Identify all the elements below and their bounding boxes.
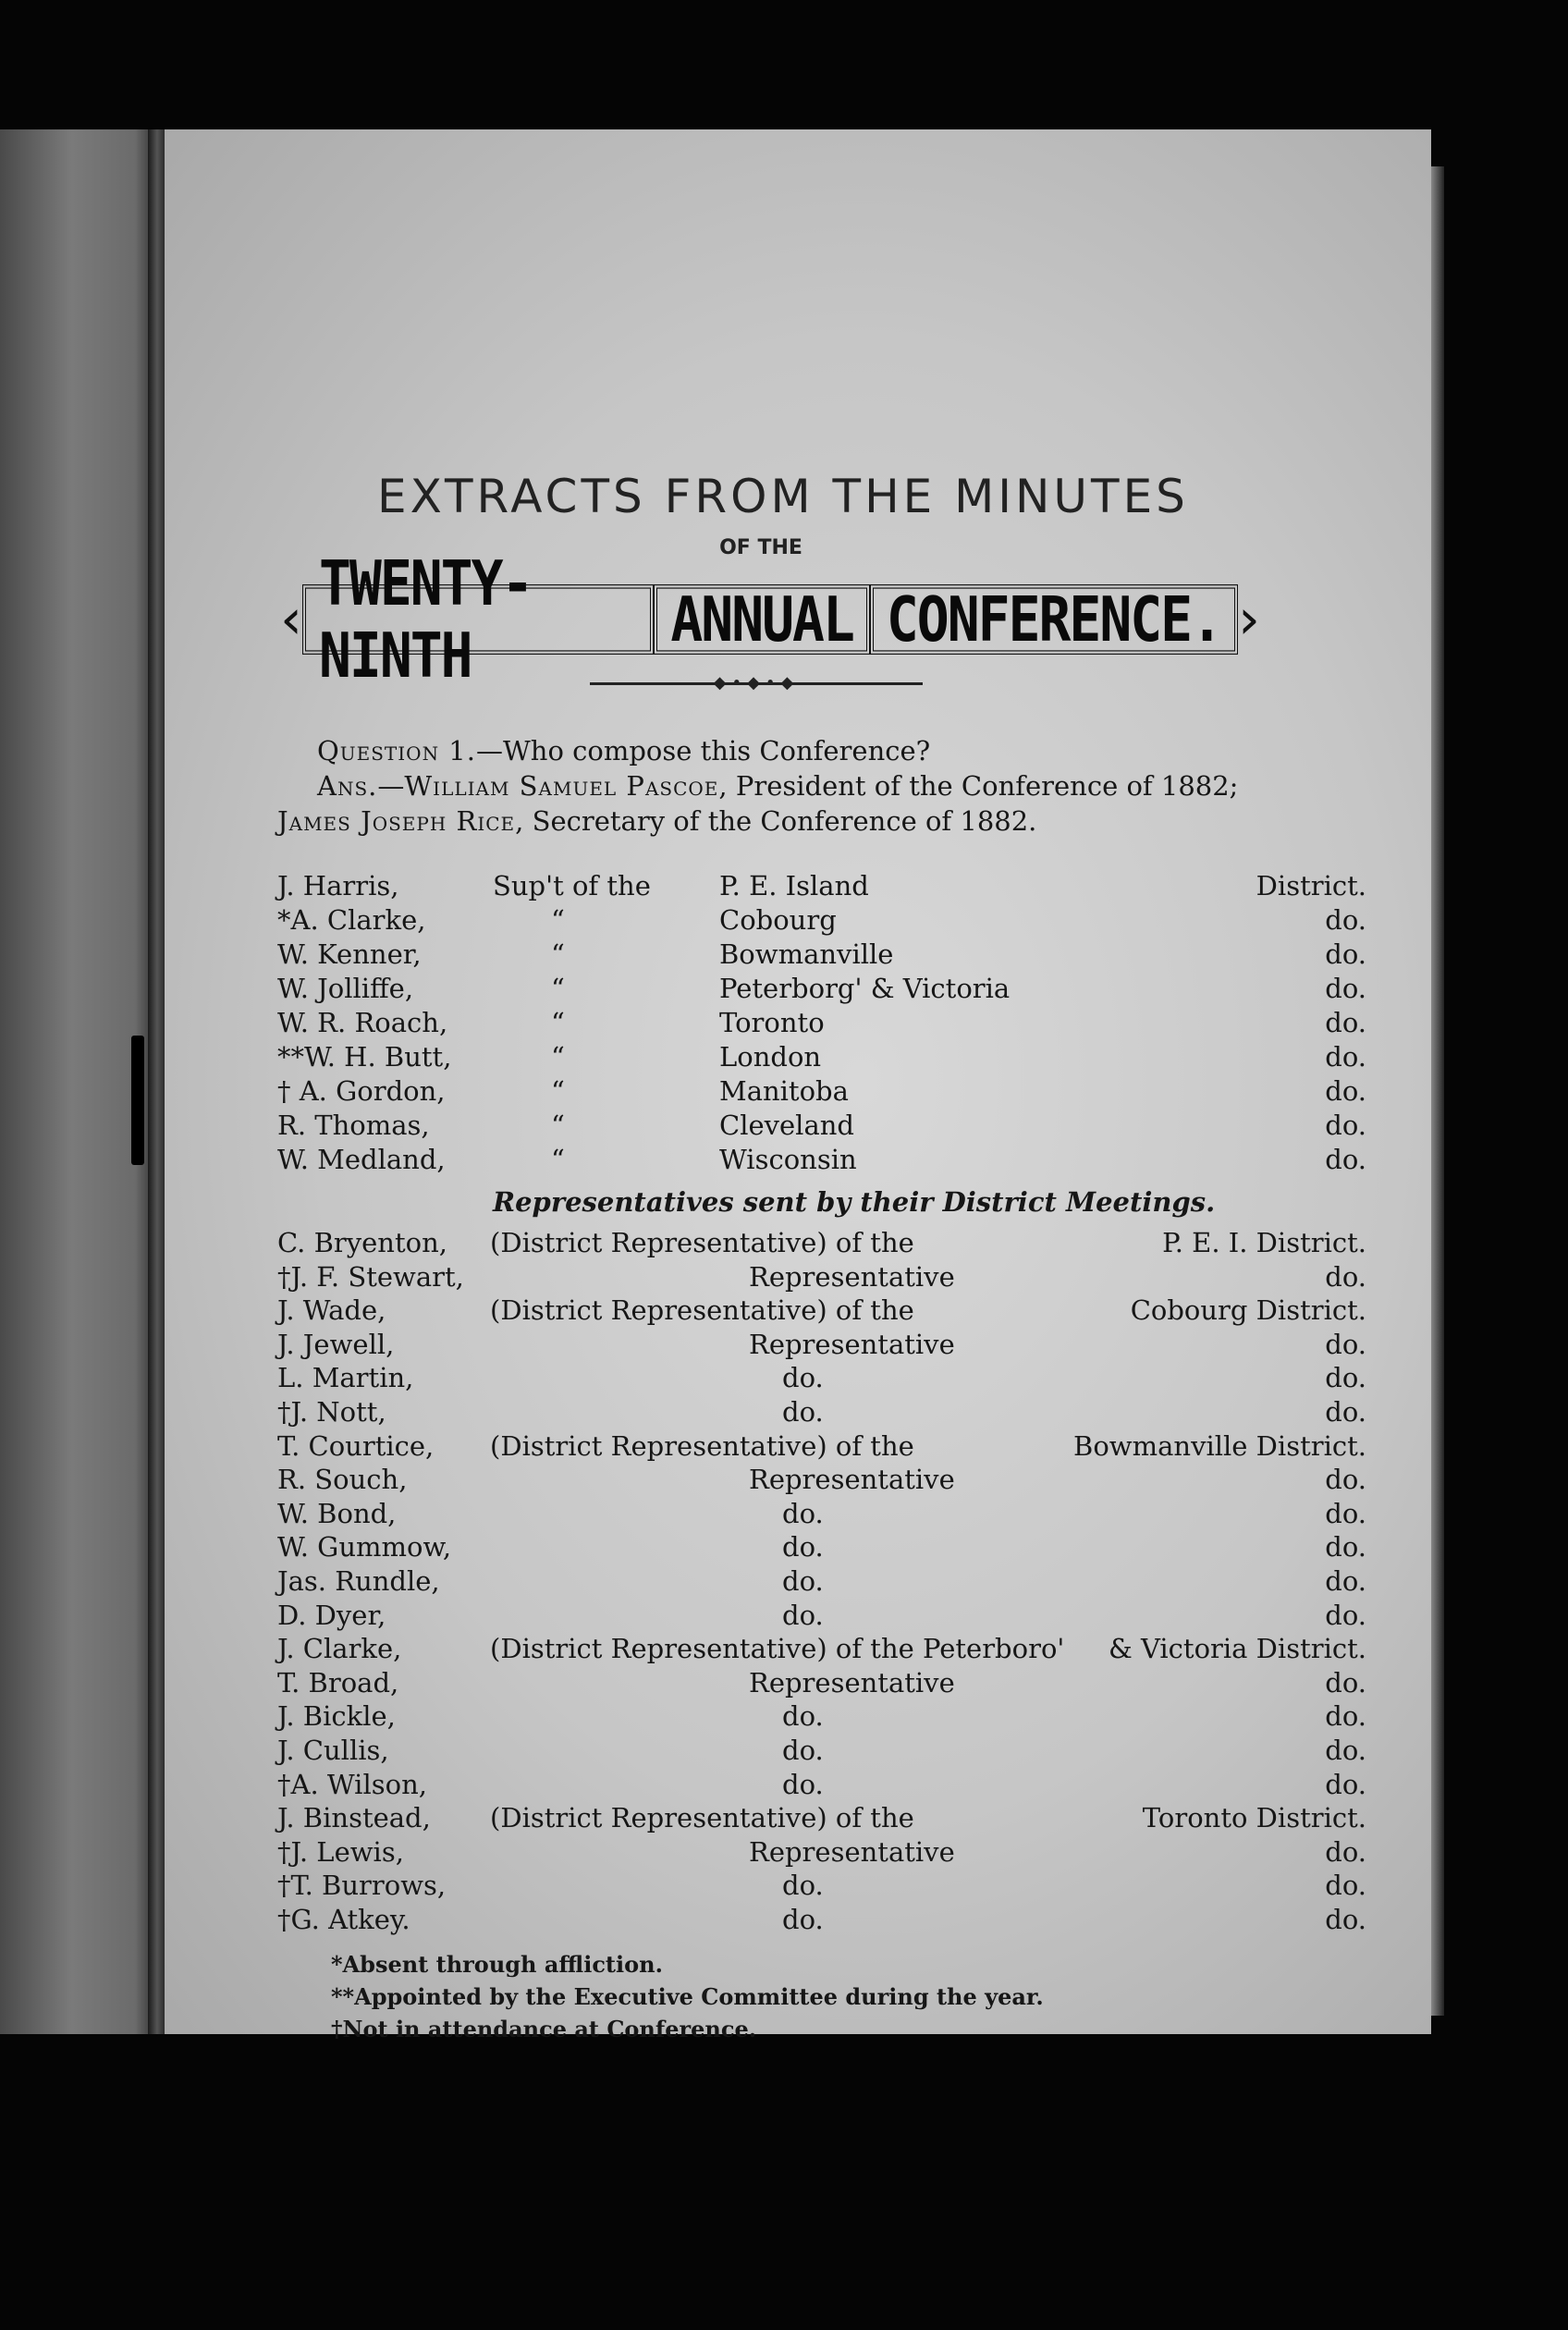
representative-row (165, 1768, 1431, 1801)
superintendent-title: “ (551, 904, 565, 936)
representative-role: (District Representative) of the (490, 1429, 914, 1462)
superintendent-row (165, 1074, 1431, 1108)
district-place: P. E. Island (719, 870, 869, 901)
representative-district: do. (1325, 1904, 1366, 1935)
district-label: do. (1325, 1075, 1366, 1107)
representative-name: T. Broad, (277, 1666, 399, 1698)
district-place: Manitoba (719, 1075, 849, 1107)
page-title: EXTRACTS FROM THE MINUTES (377, 470, 1189, 523)
representative-name: †T. Burrows, (277, 1870, 447, 1902)
representative-role: Representative (749, 1328, 955, 1360)
representative-row (165, 1599, 1431, 1632)
representative-row (165, 1699, 1431, 1733)
representative-role: (District Representative) of the (490, 1227, 914, 1258)
representative-row (165, 1361, 1431, 1394)
representative-district: Cobourg District. (1130, 1294, 1366, 1327)
superintendent-row (165, 972, 1431, 1005)
representative-role: Representative (749, 1464, 955, 1496)
representative-role: (District Representative) of the Peterboro' (490, 1633, 1065, 1665)
representative-role: do. (782, 1735, 824, 1766)
representative-name: †A. Wilson, (277, 1768, 427, 1800)
question-label: Question 1. (317, 735, 476, 766)
superintendent-name: W. Jolliffe, (277, 973, 414, 1004)
representative-name: J. Clarke, (277, 1633, 402, 1665)
representative-district: do. (1325, 1768, 1366, 1800)
superintendent-row (165, 1040, 1431, 1073)
representative-district: do. (1325, 1328, 1366, 1360)
district-place: Cobourg (719, 904, 837, 936)
district-place: Toronto (719, 1007, 825, 1038)
representative-role: do. (782, 1700, 824, 1733)
representative-row (165, 1395, 1431, 1429)
representative-district: do. (1325, 1362, 1366, 1394)
representative-role: Representative (749, 1260, 955, 1293)
page-edge (1431, 166, 1444, 2016)
representative-district: do. (1325, 1870, 1366, 1902)
superintendent-row (165, 938, 1431, 971)
district-place: London (719, 1041, 822, 1073)
representatives-heading: Representatives sent by their District Meetings. (493, 1186, 1216, 1218)
representative-name: Jas. Rundle, (277, 1565, 440, 1597)
superintendent-title: Sup't of the (493, 870, 651, 901)
representative-row (165, 1632, 1431, 1665)
superintendent-name: J. Harris, (277, 870, 399, 901)
superintendent-name: W. Kenner, (277, 938, 422, 970)
representative-district: do. (1325, 1531, 1366, 1564)
district-place: Bowmanville (719, 938, 894, 970)
secretary-name: James Joseph Rice (277, 805, 516, 837)
representative-role: Representative (749, 1835, 955, 1868)
representative-row (165, 1497, 1431, 1530)
superintendent-row (165, 903, 1431, 937)
representative-row (165, 1429, 1431, 1463)
representative-row (165, 1835, 1431, 1869)
representative-district: do. (1325, 1396, 1366, 1428)
representative-name: R. Souch, (277, 1464, 408, 1496)
district-place: Peterborg' & Victoria (719, 973, 1011, 1004)
representative-name: T. Courtice, (277, 1429, 435, 1462)
representative-role: do. (782, 1904, 824, 1935)
district-label: do. (1325, 973, 1366, 1004)
representative-name: D. Dyer, (277, 1599, 386, 1631)
superintendent-title: “ (551, 938, 565, 970)
superintendent-row (165, 869, 1431, 902)
representative-role: do. (782, 1396, 824, 1428)
answer-line-2 (277, 805, 1036, 837)
representative-role: do. (782, 1362, 824, 1394)
question-line (317, 735, 930, 766)
banner-right-ornament: › (1238, 587, 1260, 652)
representative-district: do. (1325, 1700, 1366, 1733)
footnote-3: †Not in attendance at Conference. (331, 2016, 757, 2042)
district-label: do. (1325, 938, 1366, 970)
representative-name: J. Cullis, (277, 1735, 389, 1766)
representative-row (165, 1463, 1431, 1496)
book-spine (148, 129, 166, 2034)
representative-name: J. Bickle, (277, 1700, 396, 1733)
representative-district: Toronto District. (1142, 1802, 1366, 1834)
representative-district: do. (1325, 1599, 1366, 1631)
superintendent-title: “ (551, 1007, 565, 1038)
answer-line-1 (317, 770, 1238, 802)
representative-name: †J. Nott, (277, 1396, 386, 1428)
president-name: William Samuel Pascoe (404, 770, 719, 802)
representative-district: do. (1325, 1464, 1366, 1496)
superintendent-title: “ (551, 1144, 565, 1175)
representative-name: J. Binstead, (277, 1802, 431, 1834)
district-place: Wisconsin (719, 1144, 857, 1175)
answer-label: Ans. (317, 770, 378, 802)
superintendent-row (165, 1006, 1431, 1039)
district-label: do. (1325, 1110, 1366, 1141)
representative-district: P. E. I. District. (1162, 1227, 1366, 1258)
superintendent-title: “ (551, 1110, 565, 1141)
representative-row (165, 1530, 1431, 1564)
superintendent-name: W. R. Roach, (277, 1007, 448, 1038)
representative-name: †J. F. Stewart, (277, 1260, 464, 1293)
representative-row (165, 1328, 1431, 1361)
secretary-text: , Secretary of the Conference of 1882. (515, 805, 1037, 837)
banner-word-1: TWENTY-NINTH (302, 584, 654, 655)
representative-name: †J. Lewis, (277, 1835, 404, 1868)
banner-word-3: CONFERENCE. (870, 584, 1238, 655)
superintendent-name: R. Thomas, (277, 1110, 430, 1141)
banner-left-ornament: ‹ (280, 587, 302, 652)
president-text: , President of the Conference of 1882; (718, 770, 1239, 802)
banner-word-2: ANNUAL (654, 584, 870, 655)
superintendent-name: *A. Clarke, (277, 904, 426, 936)
representative-name: L. Martin, (277, 1362, 414, 1394)
representative-district: do. (1325, 1735, 1366, 1766)
footnote-2: **Appointed by the Executive Committee during the year. (331, 1983, 1044, 2010)
representative-district: do. (1325, 1666, 1366, 1698)
subtitle-of-the: OF THE (719, 536, 802, 559)
representative-name: †G. Atkey. (277, 1904, 410, 1935)
representative-row (165, 1564, 1431, 1598)
document-page (165, 129, 1431, 2042)
representative-row (165, 1869, 1431, 1902)
representative-district: & Victoria District. (1108, 1633, 1366, 1665)
district-label: do. (1325, 1144, 1366, 1175)
ornamental-rule-dots: ◆•◆•◆ (713, 673, 800, 693)
superintendent-title: “ (551, 1041, 565, 1073)
superintendent-row (165, 1109, 1431, 1142)
district-label: do. (1325, 904, 1366, 936)
representative-row (165, 1260, 1431, 1294)
representative-row (165, 1226, 1431, 1259)
superintendent-name: † A. Gordon, (277, 1075, 446, 1107)
representative-row (165, 1294, 1431, 1327)
representative-role: do. (782, 1768, 824, 1800)
representative-district: do. (1325, 1260, 1366, 1293)
district-label: do. (1325, 1007, 1366, 1038)
representative-role: (District Representative) of the (490, 1802, 914, 1834)
representative-district: do. (1325, 1497, 1366, 1529)
representative-name: C. Bryenton, (277, 1227, 447, 1258)
representative-role: Representative (749, 1666, 955, 1698)
representative-name: J. Jewell, (277, 1328, 395, 1360)
question-text: —Who compose this Conference? (475, 735, 931, 766)
representative-role: do. (782, 1870, 824, 1902)
representative-row (165, 1903, 1431, 1936)
district-label: District. (1256, 870, 1366, 901)
answer-dash: — (377, 770, 405, 802)
district-place: Cleveland (719, 1110, 854, 1141)
representative-name: W. Bond, (277, 1497, 397, 1529)
footnote-1: *Absent through affliction. (331, 1951, 663, 1978)
representative-row (165, 1666, 1431, 1699)
representative-row (165, 1801, 1431, 1834)
representative-name: J. Wade, (277, 1294, 386, 1327)
binding-mark (131, 1036, 144, 1165)
representative-role: do. (782, 1497, 824, 1529)
representative-district: do. (1325, 1565, 1366, 1597)
superintendent-name: W. Medland, (277, 1144, 446, 1175)
district-label: do. (1325, 1041, 1366, 1073)
superintendent-title: “ (551, 973, 565, 1004)
representative-row (165, 1734, 1431, 1767)
representative-name: W. Gummow, (277, 1531, 452, 1564)
superintendent-row (165, 1143, 1431, 1176)
superintendent-title: “ (551, 1075, 565, 1107)
superintendent-name: **W. H. Butt, (277, 1041, 452, 1073)
representative-role: do. (782, 1599, 824, 1631)
representative-role: (District Representative) of the (490, 1294, 914, 1327)
representative-district: Bowmanville District. (1073, 1429, 1366, 1462)
representative-role: do. (782, 1565, 824, 1597)
representative-district: do. (1325, 1835, 1366, 1868)
representative-role: do. (782, 1531, 824, 1564)
